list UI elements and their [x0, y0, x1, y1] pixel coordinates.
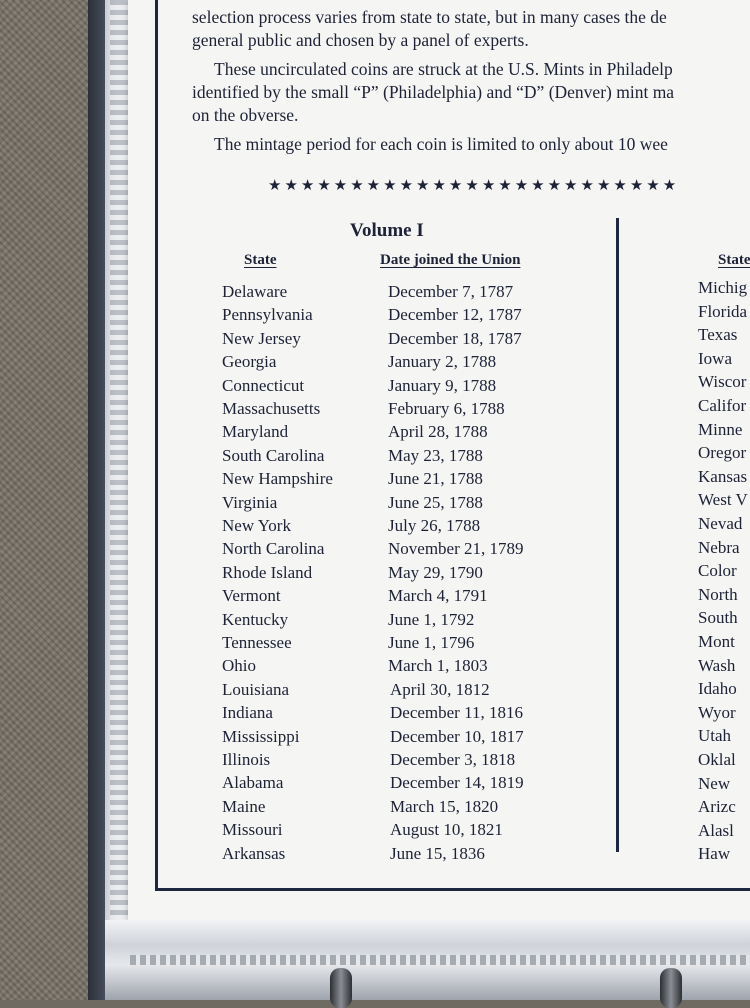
- state-name: Arkansas: [222, 844, 286, 863]
- state-name: Delaware: [222, 282, 288, 301]
- intro-line: on the obverse.: [192, 105, 299, 125]
- join-date: December 3, 1818: [390, 750, 516, 769]
- join-date: June 1, 1796: [388, 633, 475, 652]
- join-date: July 26, 1788: [388, 516, 481, 535]
- intro-line: identified by the small “P” (Philadelphia) and “D” (Denver) mint ma: [192, 82, 675, 102]
- volume2-state-name: Oklal: [698, 750, 736, 769]
- state-name: Virginia: [222, 493, 278, 512]
- volume2-state-name: Califor: [698, 396, 747, 415]
- volume2-state-column-header: State: [718, 252, 750, 268]
- volume2-state-name: Utah: [698, 726, 732, 745]
- volume2-state-name: Mont: [698, 632, 735, 651]
- join-date: April 30, 1812: [390, 680, 490, 699]
- volume2-state-name: Kansas: [698, 467, 748, 486]
- binder-ring: [330, 968, 352, 1008]
- binder-ring: [660, 968, 682, 1008]
- volume2-state-name: Wash: [698, 656, 736, 675]
- state-name: North Carolina: [222, 539, 325, 558]
- join-date: March 15, 1820: [390, 797, 499, 816]
- volume2-state-name: Florida: [698, 302, 748, 321]
- state-name: Louisiana: [222, 680, 290, 699]
- volume2-state-name: Minne: [698, 420, 743, 439]
- join-date: December 18, 1787: [388, 329, 522, 348]
- volume2-state-name: Color: [698, 561, 737, 580]
- state-name: Massachusetts: [222, 399, 321, 418]
- join-date: May 29, 1790: [388, 563, 483, 582]
- state-name: New Jersey: [222, 329, 301, 348]
- join-date: January 2, 1788: [388, 352, 497, 371]
- volume2-state-name: Nebra: [698, 538, 740, 557]
- join-date: May 23, 1788: [388, 446, 483, 465]
- state-name: Ohio: [222, 656, 256, 675]
- star-separator: ★★★★★★★★★★★★★★★★★★★★★★★★★: [268, 178, 680, 194]
- state-name: Missouri: [222, 820, 283, 839]
- join-date: December 7, 1787: [388, 282, 514, 301]
- state-name: Alabama: [222, 773, 284, 792]
- volume2-state-name: Oregor: [698, 443, 747, 462]
- join-date: April 28, 1788: [388, 422, 488, 441]
- volume2-state-name: Wiscor: [698, 372, 747, 391]
- join-date: December 11, 1816: [390, 703, 523, 722]
- volume2-state-name: North: [698, 585, 738, 604]
- state-name: Kentucky: [222, 610, 289, 629]
- join-date: June 21, 1788: [388, 469, 483, 488]
- state-name: Maine: [222, 797, 266, 816]
- join-date: January 9, 1788: [388, 376, 497, 395]
- volume2-state-name: New: [698, 774, 731, 793]
- volume2-state-name: Michig: [698, 278, 748, 297]
- intro-line: selection process varies from state to state, but in many cases the de: [192, 7, 667, 27]
- join-date: March 4, 1791: [388, 586, 488, 605]
- join-date: December 12, 1787: [388, 305, 522, 324]
- join-date: December 10, 1817: [390, 727, 524, 746]
- volume2-state-name: South: [698, 608, 738, 627]
- intro-text: [192, 6, 750, 156]
- state-name: Vermont: [222, 586, 281, 605]
- join-date: November 21, 1789: [388, 539, 524, 558]
- intro-line: The mintage period for each coin is limited to only about 10 wee: [214, 134, 668, 154]
- join-date: March 1, 1803: [388, 656, 488, 675]
- join-date: August 10, 1821: [390, 820, 503, 839]
- volume2-state-name: Haw: [698, 844, 731, 863]
- sleeve-perforations: [110, 0, 128, 960]
- join-date: June 15, 1836: [390, 844, 485, 863]
- state-name: Illinois: [222, 750, 271, 769]
- binder-rail: [130, 955, 750, 965]
- state-name: Connecticut: [222, 376, 305, 395]
- volume2-state-name: West V: [698, 490, 748, 509]
- state-name: Maryland: [222, 422, 289, 441]
- volume2-state-name: Idaho: [698, 679, 737, 698]
- column-divider: [616, 218, 619, 852]
- intro-line: general public and chosen by a panel of experts.: [192, 30, 529, 50]
- state-name: New York: [222, 516, 291, 535]
- volume2-state-name: Iowa: [698, 349, 732, 368]
- volume2-state-name: Nevad: [698, 514, 743, 533]
- state-name: Indiana: [222, 703, 273, 722]
- volume-title: Volume I: [350, 220, 424, 241]
- state-name: South Carolina: [222, 446, 325, 465]
- state-name: Mississippi: [222, 727, 300, 746]
- volume2-state-name: Arizc: [698, 797, 736, 816]
- state-name: Rhode Island: [222, 563, 313, 582]
- state-column-header: State: [244, 252, 277, 268]
- join-date: February 6, 1788: [388, 399, 505, 418]
- join-date: December 14, 1819: [390, 773, 524, 792]
- intro-line: These uncirculated coins are struck at the U.S. Mints in Philadelp: [214, 59, 673, 79]
- volume2-state-name: Texas: [698, 325, 738, 344]
- volume2-state-name: Wyor: [698, 703, 736, 722]
- date-column-header: Date joined the Union: [380, 252, 521, 268]
- join-date: June 25, 1788: [388, 493, 483, 512]
- volume2-state-name: Alasl: [698, 821, 734, 840]
- state-name: Georgia: [222, 352, 277, 371]
- state-name: New Hampshire: [222, 469, 333, 488]
- join-date: June 1, 1792: [388, 610, 475, 629]
- state-name: Tennessee: [222, 633, 292, 652]
- state-name: Pennsylvania: [222, 305, 313, 324]
